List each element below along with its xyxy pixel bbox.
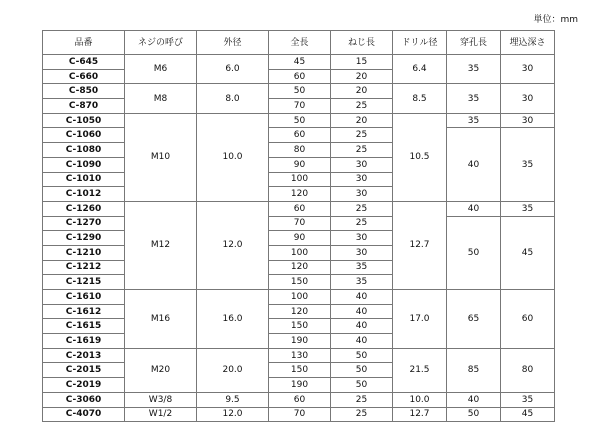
cell-drill-diameter: 12.7 <box>393 407 447 422</box>
cell-total-length: 50 <box>269 84 331 99</box>
cell-total-length: 150 <box>269 319 331 334</box>
cell-thread-length: 40 <box>331 334 393 349</box>
cell-part-number: C-3060 <box>43 392 125 407</box>
cell-embed-depth: 45 <box>501 407 555 422</box>
cell-drill-diameter: 12.7 <box>393 201 447 289</box>
cell-part-number: C-1290 <box>43 231 125 246</box>
cell-total-length: 60 <box>269 128 331 143</box>
cell-total-length: 190 <box>269 378 331 393</box>
table-row <box>43 407 555 422</box>
cell-thread-length: 25 <box>331 128 393 143</box>
cell-total-length: 60 <box>269 69 331 84</box>
table-row <box>43 290 555 305</box>
cell-thread-size: M8 <box>125 84 197 113</box>
cell-part-number: C-1610 <box>43 290 125 305</box>
cell-part-number: C-645 <box>43 55 125 70</box>
cell-thread-size: W3/8 <box>125 392 197 407</box>
cell-total-length: 100 <box>269 172 331 187</box>
cell-part-number: C-1050 <box>43 113 125 128</box>
header-bore-length: 穿孔長 <box>447 31 501 55</box>
cell-part-number: C-2015 <box>43 363 125 378</box>
cell-part-number: C-4070 <box>43 407 125 422</box>
cell-thread-size: M16 <box>125 290 197 349</box>
cell-part-number: C-1010 <box>43 172 125 187</box>
header-row <box>43 31 555 55</box>
cell-thread-length: 35 <box>331 260 393 275</box>
table-row <box>43 216 555 231</box>
cell-total-length: 120 <box>269 304 331 319</box>
header-embed-depth: 埋込深さ <box>501 31 555 55</box>
cell-part-number: C-1090 <box>43 157 125 172</box>
cell-part-number: C-2019 <box>43 378 125 393</box>
header-thread-size: ネジの呼び <box>125 31 197 55</box>
cell-thread-length: 25 <box>331 99 393 114</box>
cell-embed-depth: 30 <box>501 113 555 128</box>
cell-total-length: 70 <box>269 407 331 422</box>
header-drill-diameter: ドリル径 <box>393 31 447 55</box>
cell-outer-diameter: 9.5 <box>197 392 269 407</box>
cell-thread-length: 50 <box>331 348 393 363</box>
cell-drill-diameter: 17.0 <box>393 290 447 349</box>
cell-bore-length: 35 <box>447 84 501 113</box>
cell-thread-size: M10 <box>125 113 197 201</box>
cell-thread-length: 25 <box>331 407 393 422</box>
table-row <box>43 55 555 70</box>
cell-thread-length: 30 <box>331 231 393 246</box>
cell-thread-length: 20 <box>331 84 393 99</box>
cell-embed-depth: 45 <box>501 216 555 289</box>
cell-thread-size: M20 <box>125 348 197 392</box>
cell-total-length: 100 <box>269 245 331 260</box>
cell-total-length: 190 <box>269 334 331 349</box>
cell-drill-diameter: 10.5 <box>393 113 447 201</box>
cell-total-length: 120 <box>269 187 331 202</box>
cell-thread-size: M6 <box>125 55 197 84</box>
cell-part-number: C-1612 <box>43 304 125 319</box>
cell-part-number: C-1270 <box>43 216 125 231</box>
cell-total-length: 130 <box>269 348 331 363</box>
cell-embed-depth: 35 <box>501 128 555 201</box>
cell-drill-diameter: 6.4 <box>393 55 447 84</box>
table-row <box>43 113 555 128</box>
cell-thread-length: 40 <box>331 290 393 305</box>
cell-outer-diameter: 8.0 <box>197 84 269 113</box>
cell-thread-length: 25 <box>331 392 393 407</box>
cell-thread-size: W1/2 <box>125 407 197 422</box>
cell-thread-length: 30 <box>331 245 393 260</box>
cell-bore-length: 40 <box>447 392 501 407</box>
cell-outer-diameter: 10.0 <box>197 113 269 201</box>
cell-bore-length: 35 <box>447 113 501 128</box>
cell-embed-depth: 30 <box>501 55 555 84</box>
cell-total-length: 45 <box>269 55 331 70</box>
cell-thread-length: 50 <box>331 378 393 393</box>
header-part-number: 品番 <box>43 31 125 55</box>
cell-thread-length: 30 <box>331 157 393 172</box>
cell-part-number: C-1212 <box>43 260 125 275</box>
cell-thread-length: 50 <box>331 363 393 378</box>
cell-thread-size: M12 <box>125 201 197 289</box>
cell-bore-length: 40 <box>447 201 501 216</box>
table-row <box>43 348 555 363</box>
cell-part-number: C-1012 <box>43 187 125 202</box>
cell-part-number: C-1260 <box>43 201 125 216</box>
cell-outer-diameter: 20.0 <box>197 348 269 392</box>
cell-thread-length: 30 <box>331 172 393 187</box>
cell-outer-diameter: 12.0 <box>197 201 269 289</box>
header-thread-length: ねじ長 <box>331 31 393 55</box>
cell-outer-diameter: 6.0 <box>197 55 269 84</box>
cell-thread-length: 25 <box>331 216 393 231</box>
cell-drill-diameter: 8.5 <box>393 84 447 113</box>
cell-total-length: 70 <box>269 216 331 231</box>
cell-part-number: C-660 <box>43 69 125 84</box>
cell-part-number: C-1615 <box>43 319 125 334</box>
cell-part-number: C-1210 <box>43 245 125 260</box>
table-body <box>43 55 555 422</box>
cell-bore-length: 85 <box>447 348 501 392</box>
header-total-length: 全長 <box>269 31 331 55</box>
unit-label: 単位：mm <box>533 15 578 25</box>
cell-total-length: 80 <box>269 143 331 158</box>
cell-outer-diameter: 16.0 <box>197 290 269 349</box>
cell-embed-depth: 35 <box>501 392 555 407</box>
cell-total-length: 150 <box>269 363 331 378</box>
cell-bore-length: 40 <box>447 128 501 201</box>
spec-table <box>42 30 555 422</box>
cell-thread-length: 15 <box>331 55 393 70</box>
cell-outer-diameter: 12.0 <box>197 407 269 422</box>
cell-embed-depth: 80 <box>501 348 555 392</box>
cell-bore-length: 50 <box>447 407 501 422</box>
cell-thread-length: 40 <box>331 304 393 319</box>
cell-total-length: 120 <box>269 260 331 275</box>
table-row <box>43 84 555 99</box>
cell-total-length: 90 <box>269 231 331 246</box>
cell-part-number: C-870 <box>43 99 125 114</box>
cell-total-length: 70 <box>269 99 331 114</box>
cell-total-length: 50 <box>269 113 331 128</box>
cell-part-number: C-2013 <box>43 348 125 363</box>
cell-embed-depth: 35 <box>501 201 555 216</box>
cell-thread-length: 25 <box>331 143 393 158</box>
cell-embed-depth: 60 <box>501 290 555 349</box>
cell-part-number: C-1080 <box>43 143 125 158</box>
cell-part-number: C-1060 <box>43 128 125 143</box>
cell-part-number: C-1215 <box>43 275 125 290</box>
cell-bore-length: 50 <box>447 216 501 289</box>
table-row <box>43 128 555 143</box>
cell-thread-length: 30 <box>331 187 393 202</box>
cell-thread-length: 35 <box>331 275 393 290</box>
table-row <box>43 392 555 407</box>
cell-total-length: 60 <box>269 392 331 407</box>
cell-embed-depth: 30 <box>501 84 555 113</box>
cell-part-number: C-850 <box>43 84 125 99</box>
cell-bore-length: 65 <box>447 290 501 349</box>
cell-thread-length: 40 <box>331 319 393 334</box>
cell-thread-length: 25 <box>331 201 393 216</box>
cell-part-number: C-1619 <box>43 334 125 349</box>
cell-total-length: 60 <box>269 201 331 216</box>
header-outer-diameter: 外径 <box>197 31 269 55</box>
cell-total-length: 100 <box>269 290 331 305</box>
cell-thread-length: 20 <box>331 69 393 84</box>
cell-total-length: 150 <box>269 275 331 290</box>
cell-total-length: 90 <box>269 157 331 172</box>
cell-thread-length: 20 <box>331 113 393 128</box>
cell-bore-length: 35 <box>447 55 501 84</box>
cell-drill-diameter: 21.5 <box>393 348 447 392</box>
table-row <box>43 201 555 216</box>
cell-drill-diameter: 10.0 <box>393 392 447 407</box>
